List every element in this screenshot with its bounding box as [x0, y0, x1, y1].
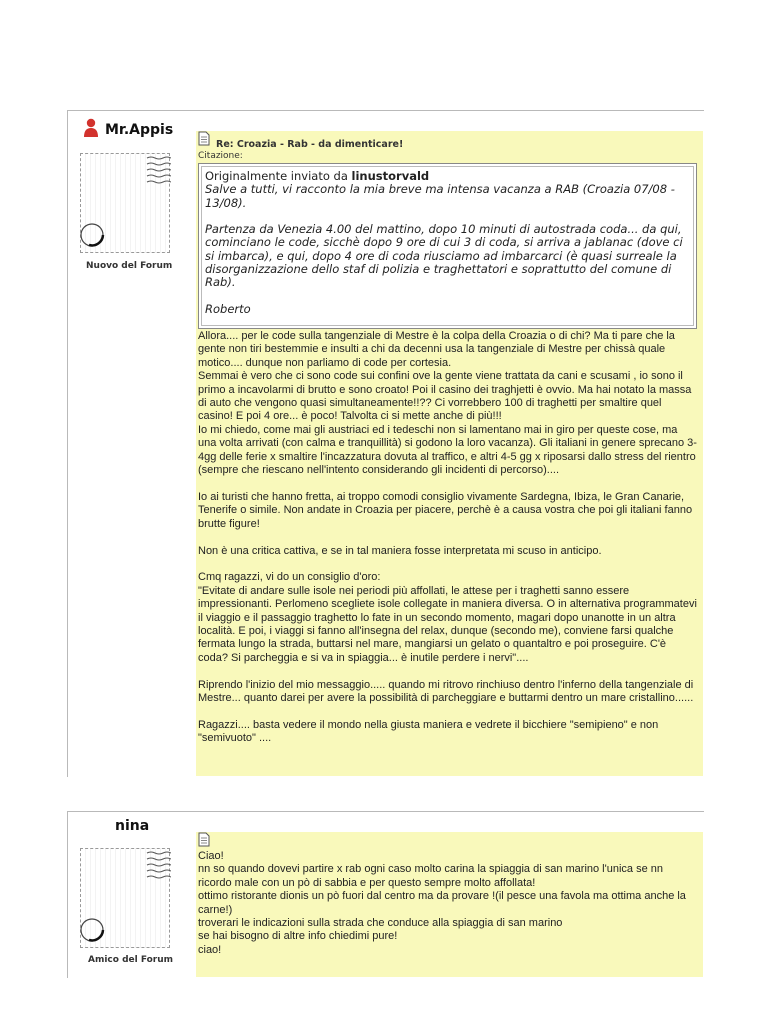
quote-box	[198, 163, 697, 329]
forum-post	[67, 110, 704, 777]
quote-author[interactable]: linustorvald	[351, 169, 430, 183]
avatar	[80, 848, 170, 948]
quote-text: Salve a tutti, vi racconto la mia breve ma intensa vacanza a RAB (Croazia 07/08 - 13/08). Partenza da Venezia 4.00 del mattino, dopo 10 minuti di autostrada coda... da qui, cominciano le code, sicchè dopo 9 ore di cui 3 di coda, si arriva a jablanac (dove ci si imbarca), e qui, dopo 4 ore di coda riusciamo ad imbarcarci (è quasi surreale la disorganizzazione dello staf di polizia e traghettatori e soprattutto del comune di Rab). Roberto	[205, 182, 683, 316]
post-message: Allora.... per le code sulla tangenziale di Mestre è la colpa della Croazia o di chi? Ma ti pare che la gente non tiri bestemmie e insulti a chi da decenni usa la tangenziale di Mestre per chissà quale motico.... dunque non parliamo di code per cortesia. Semmai è vero che ci sono code sui confini ove la gente viene trattata da cani e scusami , io sono il primo a incavolarmi di brutto e sono croato! Poi il casino dei traghjetti è ovvio. Ma hai notato la massa di auto che vengono quasi simultaneamente!!?? Ci vorrebbero 100 di traghetti per smaltire quel casino! E poi 4 ore... è poco! Talvolta ci si mette anche di più!!! Io mi chiedo, come mai gli austriaci ed i tedeschi non si lamentano mai in giro per queste cose, ma una volta arrivati (con calma e tranquillità) si godono la loro vacanza). Gli italiani in genere sprecano 3-4gg delle ferie x smaltire l'incazzatura dovuta al traffico, e altri 4-5 gg x riposarsi dallo stress del rientro (sempre che riescano nell'intento considerando gli incidenti di percorso).... Io ai turisti che hanno fretta, ai troppo comodi consiglio vivamente Sardegna, Ibiza, le Gran Canarie, Tenerife o simile. Non andate in Croazia per piacere, perchè è a causa vostra che poi gli italiani fanno brutte figure! Non è una critica cattiva, e se in tal maniera fosse interpretata mi scuso in anticipo. Cmq ragazzi, vi do un consiglio d'oro: "Evitate di andare sulle isole nei periodi più affollati, le attese per i traghetti sanno essere impressionanti. Perlomeno scegliete isole collegate in maniera diversa. O in alternativa programmatevi il viaggio e il passaggio traghetto lo fate in un secondo momento, magari dopo unanotte in un altra località. E poi, i viaggi si fanno all'insegna del relax, dunque (secondo me), conviene farsi qualche fermata lungo la strada, buttarsi nel mare, mangiarsi un gelato o quantaltro e poi proseguire. C'è coda? Si parcheggia e si va in spiaggia... è inutile perdere i nervi".... Riprendo l'inizio del mio messaggio..... quando mi ritrovo rinchiuso dentro l'inferno della tangenziale di Mestre... quanto darei per avere la possibilità di parcheggiare e buttarmi dentro un mare cristallino...... Ragazzi.... basta vedere il mondo nella giusta maniera e vedrete il bicchiere "semipieno" e non "semivuoto" ....	[198, 330, 697, 745]
post-message: Ciao! nn so quando dovevi partire x rab ogni caso molto carina la spiaggia di san marino l'unica se nn ricordo male con un pò di sabbia e per questo sempre molto affollata! ottimo ristorante dionis un pò fuori dal centro ma da provare !(il pesce una favola ma ottima anche la carne!) troverari le indicazioni sulla strada che conduce alla spiaggia di san marino se hai bisogno di altre info chiedimi pure! ciao!	[198, 850, 686, 956]
postmark-icon	[77, 917, 107, 943]
user-icon	[83, 118, 99, 142]
document-icon	[198, 832, 210, 851]
user-rank: Amico del Forum	[88, 955, 174, 965]
username[interactable]: nina	[115, 818, 150, 834]
post-body	[196, 131, 703, 776]
post-subject: Re: Croazia - Rab - da dimenticare!	[216, 139, 404, 150]
avatar	[80, 153, 170, 253]
username[interactable]: Mr.Appis	[105, 122, 174, 138]
postmark-icon	[77, 222, 107, 248]
post-body	[196, 832, 703, 977]
document-icon	[198, 131, 210, 150]
quote-header: Originalmente inviato da linustorvald	[205, 169, 430, 183]
user-rank: Nuovo del Forum	[86, 261, 173, 271]
forum-post	[67, 811, 704, 978]
citation-label: Citazione:	[198, 151, 243, 161]
